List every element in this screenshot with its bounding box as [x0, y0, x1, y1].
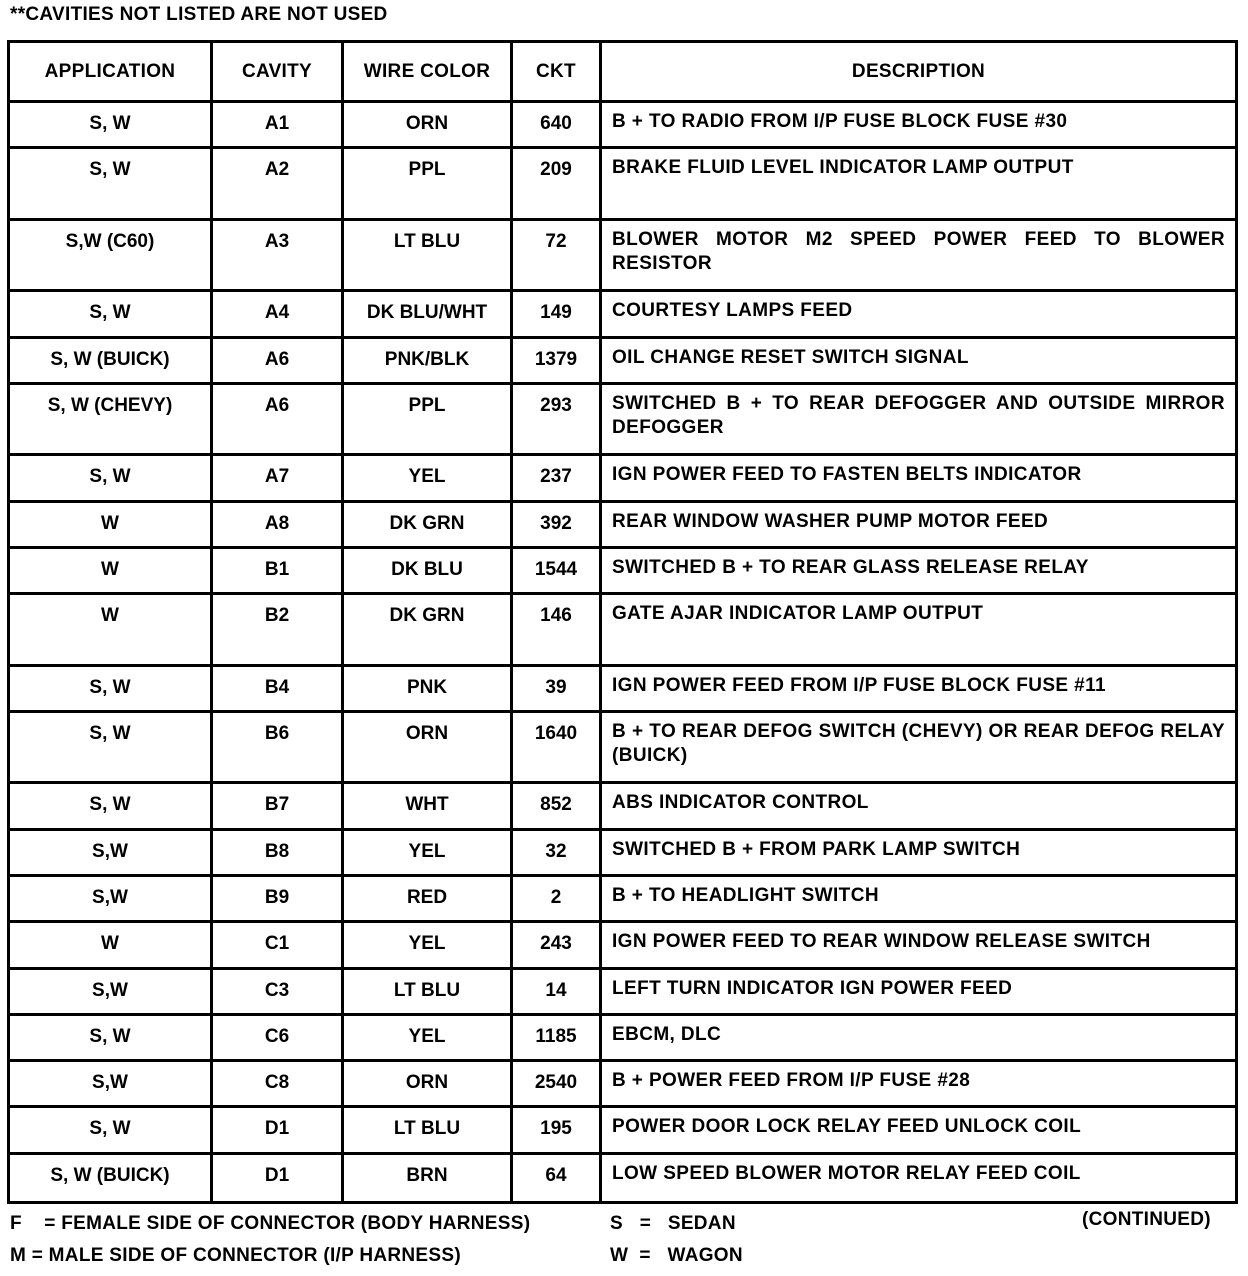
cell-cavity: A1: [213, 103, 344, 149]
cell-application: S,W: [10, 1062, 213, 1108]
cell-wire-color: ORN: [344, 713, 513, 785]
cell-application: W: [10, 923, 213, 969]
cell-description: POWER DOOR LOCK RELAY FEED UNLOCK COIL: [602, 1108, 1235, 1154]
cell-wire-color: WHT: [344, 784, 513, 830]
cell-ckt: 32: [513, 831, 602, 877]
note-cavities-not-listed: **CAVITIES NOT LISTED ARE NOT USED: [10, 4, 388, 25]
cell-cavity: B2: [213, 595, 344, 667]
cell-ckt: 1379: [513, 339, 602, 385]
cell-description: SWITCHED B + TO REAR GLASS RELEASE RELAY: [602, 549, 1235, 595]
cell-wire-color: BRN: [344, 1155, 513, 1201]
cell-cavity: A4: [213, 292, 344, 338]
cell-cavity: A6: [213, 385, 344, 457]
cell-cavity: D1: [213, 1108, 344, 1154]
cell-application: S,W: [10, 831, 213, 877]
cell-ckt: 392: [513, 503, 602, 549]
cell-cavity: A2: [213, 149, 344, 221]
table-row: [10, 549, 1235, 595]
cell-wire-color: PNK/BLK: [344, 339, 513, 385]
cell-ckt: 64: [513, 1155, 602, 1201]
cell-wire-color: YEL: [344, 831, 513, 877]
cell-description: EBCM, DLC: [602, 1016, 1235, 1062]
cell-description: OIL CHANGE RESET SWITCH SIGNAL: [602, 339, 1235, 385]
cell-cavity: A3: [213, 221, 344, 293]
table-row: [10, 456, 1235, 502]
table-row: [10, 970, 1235, 1016]
cell-wire-color: YEL: [344, 1016, 513, 1062]
wiring-table: [7, 40, 1238, 1204]
cell-ckt: 237: [513, 456, 602, 502]
cell-application: S, W: [10, 1108, 213, 1154]
header-wire-color: WIRE COLOR: [344, 43, 513, 103]
cell-ckt: 293: [513, 385, 602, 457]
cell-application: S, W: [10, 784, 213, 830]
table-header-row: [10, 43, 1235, 103]
legend-sedan: S = SEDAN: [610, 1213, 736, 1234]
cell-cavity: C8: [213, 1062, 344, 1108]
table-row: [10, 221, 1235, 293]
cell-description: IGN POWER FEED TO FASTEN BELTS INDICATOR: [602, 456, 1235, 502]
table-row: [10, 1016, 1235, 1062]
cell-wire-color: ORN: [344, 1062, 513, 1108]
table-row: [10, 103, 1235, 149]
cell-cavity: C3: [213, 970, 344, 1016]
cell-application: S,W (C60): [10, 221, 213, 293]
cell-application: S, W (BUICK): [10, 339, 213, 385]
cell-wire-color: ORN: [344, 103, 513, 149]
cell-wire-color: PPL: [344, 385, 513, 457]
table-row: [10, 339, 1235, 385]
cell-ckt: 1640: [513, 713, 602, 785]
cell-ckt: 852: [513, 784, 602, 830]
table-row: [10, 503, 1235, 549]
cell-wire-color: YEL: [344, 456, 513, 502]
cell-description: B + TO REAR DEFOG SWITCH (CHEVY) OR REAR DEFOG RELAY (BUICK): [602, 713, 1235, 785]
header-description: DESCRIPTION: [602, 43, 1235, 103]
cell-cavity: B1: [213, 549, 344, 595]
cell-application: W: [10, 503, 213, 549]
cell-cavity: A7: [213, 456, 344, 502]
cell-application: S, W: [10, 149, 213, 221]
cell-cavity: D1: [213, 1155, 344, 1201]
cell-wire-color: LT BLU: [344, 221, 513, 293]
header-cavity: CAVITY: [213, 43, 344, 103]
cell-cavity: B8: [213, 831, 344, 877]
cell-application: S, W: [10, 1016, 213, 1062]
table-row: [10, 877, 1235, 923]
cell-description: B + TO RADIO FROM I/P FUSE BLOCK FUSE #30: [602, 103, 1235, 149]
cell-ckt: 146: [513, 595, 602, 667]
cell-wire-color: PNK: [344, 667, 513, 713]
header-ckt: CKT: [513, 43, 602, 103]
cell-wire-color: DK GRN: [344, 595, 513, 667]
table-row: [10, 784, 1235, 830]
cell-cavity: B6: [213, 713, 344, 785]
cell-ckt: 39: [513, 667, 602, 713]
cell-cavity: B9: [213, 877, 344, 923]
table-row: [10, 1155, 1235, 1201]
cell-wire-color: YEL: [344, 923, 513, 969]
cell-cavity: A8: [213, 503, 344, 549]
legend-female: F = FEMALE SIDE OF CONNECTOR (BODY HARNESS): [10, 1213, 531, 1234]
table-row: [10, 713, 1235, 785]
legend-wagon: W = WAGON: [610, 1245, 743, 1266]
table-row: [10, 1108, 1235, 1154]
cell-ckt: 2540: [513, 1062, 602, 1108]
cell-application: S, W (BUICK): [10, 1155, 213, 1201]
cell-ckt: 72: [513, 221, 602, 293]
cell-wire-color: LT BLU: [344, 970, 513, 1016]
cell-description: BRAKE FLUID LEVEL INDICATOR LAMP OUTPUT: [602, 149, 1235, 221]
table-row: [10, 149, 1235, 221]
cell-wire-color: RED: [344, 877, 513, 923]
cell-application: S, W: [10, 667, 213, 713]
cell-description: LEFT TURN INDICATOR IGN POWER FEED: [602, 970, 1235, 1016]
cell-application: W: [10, 549, 213, 595]
cell-application: S,W: [10, 877, 213, 923]
table-row: [10, 667, 1235, 713]
table-row: [10, 1062, 1235, 1108]
cell-ckt: 195: [513, 1108, 602, 1154]
cell-application: S, W: [10, 292, 213, 338]
cell-application: S,W: [10, 970, 213, 1016]
cell-description: B + POWER FEED FROM I/P FUSE #28: [602, 1062, 1235, 1108]
header-application: APPLICATION: [10, 43, 213, 103]
cell-description: ABS INDICATOR CONTROL: [602, 784, 1235, 830]
cell-application: S, W: [10, 713, 213, 785]
table-row: [10, 385, 1235, 457]
cell-description: IGN POWER FEED FROM I/P FUSE BLOCK FUSE #11: [602, 667, 1235, 713]
cell-description: COURTESY LAMPS FEED: [602, 292, 1235, 338]
cell-wire-color: DK BLU: [344, 549, 513, 595]
cell-cavity: C1: [213, 923, 344, 969]
cell-ckt: 1185: [513, 1016, 602, 1062]
continued-label: (CONTINUED): [1082, 1209, 1211, 1230]
cell-ckt: 149: [513, 292, 602, 338]
cell-description: SWITCHED B + TO REAR DEFOGGER AND OUTSIDE MIRROR DEFOGGER: [602, 385, 1235, 457]
cell-cavity: C6: [213, 1016, 344, 1062]
table-row: [10, 923, 1235, 969]
cell-description: B + TO HEADLIGHT SWITCH: [602, 877, 1235, 923]
legend-male: M = MALE SIDE OF CONNECTOR (I/P HARNESS): [10, 1245, 461, 1266]
table-body: [10, 103, 1235, 1201]
cell-cavity: B4: [213, 667, 344, 713]
cell-application: S, W: [10, 103, 213, 149]
cell-description: GATE AJAR INDICATOR LAMP OUTPUT: [602, 595, 1235, 667]
cell-ckt: 1544: [513, 549, 602, 595]
table-row: [10, 292, 1235, 338]
cell-ckt: 640: [513, 103, 602, 149]
cell-description: REAR WINDOW WASHER PUMP MOTOR FEED: [602, 503, 1235, 549]
cell-cavity: A6: [213, 339, 344, 385]
cell-cavity: B7: [213, 784, 344, 830]
cell-ckt: 2: [513, 877, 602, 923]
cell-application: S, W: [10, 456, 213, 502]
cell-description: LOW SPEED BLOWER MOTOR RELAY FEED COIL: [612, 1162, 1081, 1184]
cell-wire-color: PPL: [344, 149, 513, 221]
table-row: [10, 831, 1235, 877]
cell-ckt: 243: [513, 923, 602, 969]
cell-ckt: 209: [513, 149, 602, 221]
cell-ckt: 14: [513, 970, 602, 1016]
cell-description: IGN POWER FEED TO REAR WINDOW RELEASE SWITCH: [602, 923, 1235, 969]
cell-wire-color: LT BLU: [344, 1108, 513, 1154]
cell-wire-color: DK GRN: [344, 503, 513, 549]
table-row: [10, 595, 1235, 667]
cell-application: W: [10, 595, 213, 667]
cell-wire-color: DK BLU/WHT: [344, 292, 513, 338]
cell-description: BLOWER MOTOR M2 SPEED POWER FEED TO BLOWER RESISTOR: [602, 221, 1235, 293]
cell-application: S, W (CHEVY): [10, 385, 213, 457]
cell-description: SWITCHED B + FROM PARK LAMP SWITCH: [602, 831, 1235, 877]
